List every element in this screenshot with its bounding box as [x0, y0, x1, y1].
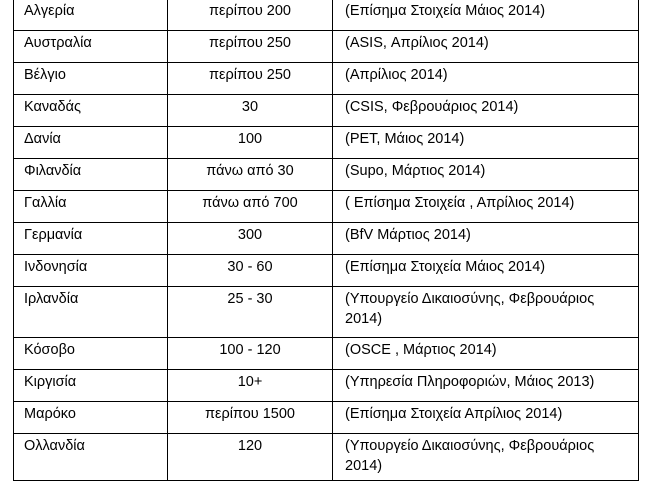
- country-cell: Αυστραλία: [14, 31, 168, 63]
- count-cell: 100 - 120: [168, 338, 333, 370]
- count-cell: 100: [168, 127, 333, 159]
- source-cell: (Επίσημα Στοιχεία Μάιος 2014): [333, 255, 639, 287]
- table-row: [14, 95, 639, 127]
- source-cell: (Απρίλιος 2014): [333, 63, 639, 95]
- table-row: [14, 255, 639, 287]
- table-row: [14, 127, 639, 159]
- count-cell: 120: [168, 434, 333, 481]
- table-row: [14, 402, 639, 434]
- country-cell: Ιρλανδία: [14, 287, 168, 338]
- table-row: [14, 63, 639, 95]
- table-row: [14, 223, 639, 255]
- country-cell: Φιλανδία: [14, 159, 168, 191]
- country-cell: Γερμανία: [14, 223, 168, 255]
- source-cell: (OSCE , Μάρτιος 2014): [333, 338, 639, 370]
- count-cell: 30: [168, 95, 333, 127]
- count-cell: 30 - 60: [168, 255, 333, 287]
- country-cell: Βέλγιο: [14, 63, 168, 95]
- count-cell: περίπου 250: [168, 63, 333, 95]
- source-cell: (BfV Μάρτιος 2014): [333, 223, 639, 255]
- country-cell: Κόσοβο: [14, 338, 168, 370]
- source-cell: (PET, Μάιος 2014): [333, 127, 639, 159]
- country-cell: Αλγερία: [14, 0, 168, 31]
- country-cell: Κιργισία: [14, 370, 168, 402]
- count-cell: περίπου 200: [168, 0, 333, 31]
- count-cell: πάνω από 30: [168, 159, 333, 191]
- source-cell: (Επίσημα Στοιχεία Μάιος 2014): [333, 0, 639, 31]
- country-cell: Γαλλία: [14, 191, 168, 223]
- source-cell: (Επίσημα Στοιχεία Απρίλιος 2014): [333, 402, 639, 434]
- source-cell: (ASIS, Απρίλιος 2014): [333, 31, 639, 63]
- table-row: [14, 370, 639, 402]
- table-row: [14, 434, 639, 481]
- table-row: [14, 287, 639, 338]
- table-row: [14, 159, 639, 191]
- count-cell: περίπου 1500: [168, 402, 333, 434]
- table-row: [14, 31, 639, 63]
- source-cell: (Supo, Μάρτιος 2014): [333, 159, 639, 191]
- table-row: [14, 191, 639, 223]
- country-cell: Δανία: [14, 127, 168, 159]
- source-cell: ( Επίσημα Στοιχεία , Απρίλιος 2014): [333, 191, 639, 223]
- source-cell: (Υπουργείο Δικαιοσύνης, Φεβρουάριος 2014): [333, 287, 639, 338]
- count-cell: πάνω από 700: [168, 191, 333, 223]
- table-body: [14, 0, 639, 481]
- table-row: [14, 338, 639, 370]
- country-cell: Μαρόκο: [14, 402, 168, 434]
- source-cell: (Υπηρεσία Πληροφοριών, Μάιος 2013): [333, 370, 639, 402]
- source-cell: (CSIS, Φεβρουάριος 2014): [333, 95, 639, 127]
- table-row: [14, 0, 639, 31]
- count-cell: 300: [168, 223, 333, 255]
- fighters-table: [13, 0, 639, 481]
- count-cell: περίπου 250: [168, 31, 333, 63]
- count-cell: 25 - 30: [168, 287, 333, 338]
- source-cell: (Υπουργείο Δικαιοσύνης, Φεβρουάριος 2014): [333, 434, 639, 481]
- count-cell: 10+: [168, 370, 333, 402]
- country-cell: Ολλανδία: [14, 434, 168, 481]
- country-cell: Ινδονησία: [14, 255, 168, 287]
- country-cell: Καναδάς: [14, 95, 168, 127]
